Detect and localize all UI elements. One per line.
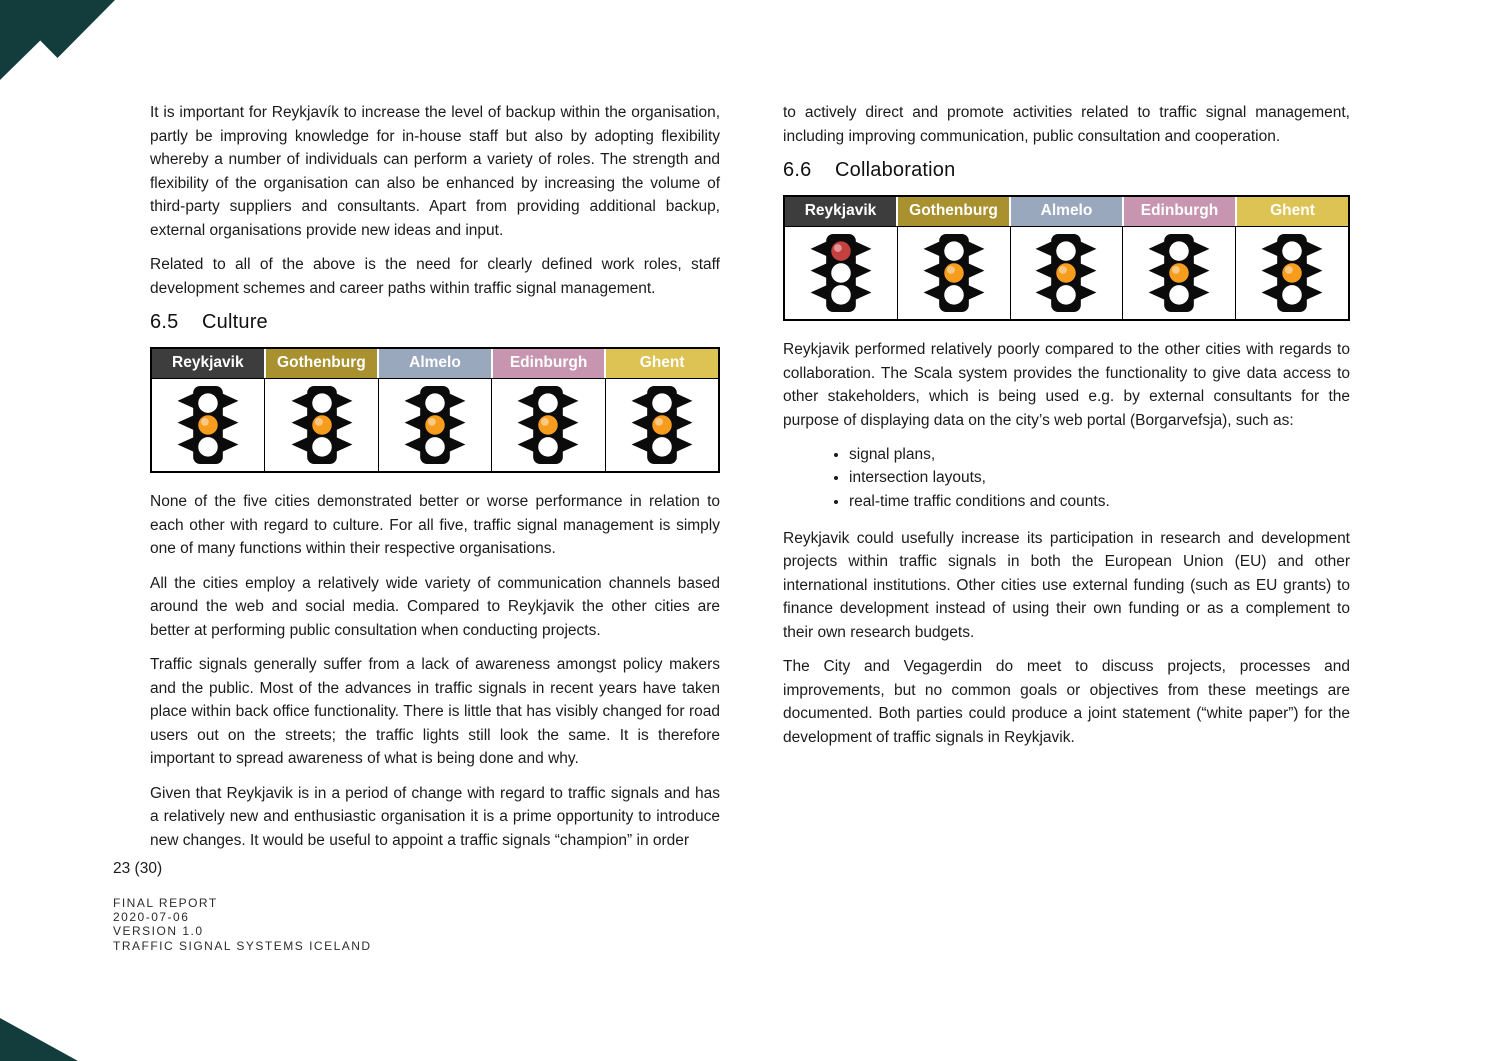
traffic-light-icon [283,383,361,467]
rating-cell [1011,227,1124,319]
rating-cell [379,379,492,471]
corner-decoration-bottom-left [0,1018,78,1061]
table-header-reykjavik: Reykjavik [785,197,896,226]
corner-decoration-top-left [0,0,115,92]
footer-date: 2020-07-06 [113,910,190,925]
rating-cell [785,227,898,319]
section-title: Collaboration [835,159,956,181]
rating-cell [1123,227,1236,319]
traffic-light-icon [1253,231,1331,315]
table-header-almelo: Almelo [1011,197,1122,226]
table-header-reykjavik: Reykjavik [152,349,264,378]
traffic-light-icon [169,383,247,467]
table-header-row [785,197,1348,226]
paragraph-work-roles: Related to all of the above is the need for clearly defined work roles, staff development schemes and career paths within traffic signal management. [150,256,720,297]
paragraph-culture-performance: None of the five cities demonstrated better or worse performance in relation to each other with regard to culture. For all five, traffic signal management is simply one of many functions within their respective organisations. [150,493,720,557]
paragraph-city-vegagerdin: The City and Vegagerdin do meet to discuss projects, processes and improvements, but no common goals or objectives from these meetings are documented. Both parties could produce a joint statement (“white paper”) for the development of traffic signals in Reykjavik. [783,658,1350,746]
right-column [783,101,1350,760]
paragraph-collaboration-performance: Reykjavik performed relatively poorly compared to the other cities with regards to collaboration. The Scala system provides the functionality to give data access to other stakeholders, which is being used e.g. by external consultants for the purpose of displaying data on the city’s web portal (Borgarvefsja), such as: [783,341,1350,429]
list-item: • intersection layouts, [849,466,1350,489]
collaboration-rating-table [783,195,1350,321]
section-heading-culture [150,311,720,334]
table-header-ghent: Ghent [1237,197,1348,226]
page-number: 23 (30) [113,860,163,877]
rating-cell [898,227,1011,319]
footer-metadata [113,896,372,953]
paragraph-champion: Given that Reykjavik is in a period of change with regard to traffic signals and has a relatively new and enthusiastic organisation it is a prime opportunity to introduce new changes. It would be useful to appoint a traffic signals “champion” in order [150,784,720,849]
table-header-ghent: Ghent [606,349,718,378]
table-header-almelo: Almelo [379,349,491,378]
table-header-row [152,349,718,378]
table-header-edinburgh: Edinburgh [493,349,605,378]
traffic-light-icon [802,231,880,315]
table-header-gothenburg: Gothenburg [898,197,1009,226]
section-title: Culture [202,311,268,333]
rating-cell [606,379,718,471]
traffic-light-icon [396,383,474,467]
paragraph-promote-activities: to actively direct and promote activities related to traffic signal management, including improving communication, public consultation and cooperation. [783,104,1350,145]
section-heading-collaboration [783,159,1350,182]
table-header-edinburgh: Edinburgh [1124,197,1235,226]
table-body-row [152,378,718,471]
list-item: • real-time traffic conditions and counts. [849,490,1350,513]
section-number: 6.6 [783,159,812,181]
footer-version: VERSION 1.0 [113,924,204,939]
rating-cell [265,379,378,471]
traffic-light-icon [1140,231,1218,315]
paragraph-backup: It is important for Reykjavík to increase the level of backup within the organisation, partly be improving knowledge for in-house staff but also by adopting flexibility whereby a number of individuals can perform a variety of roles. The strength and flexibility of the organisation can also be enhanced by increasing the volume of third-party suppliers and consultants. Apart from providing additional backup, external organisations provide new ideas and input. [150,104,720,239]
table-body-row [785,226,1348,319]
section-number: 6.5 [150,311,179,333]
paragraph-research-funding: Reykjavik could usefully increase its participation in research and development projects within traffic signals in both the European Union (EU) and other international institutions. Other cities use external funding (such as EU grants) to finance development instead of using their own funding or as a complement to their own research budgets. [783,529,1350,641]
footer-project-title: TRAFFIC SIGNAL SYSTEMS ICELAND [113,938,372,953]
scala-data-list [783,443,1350,513]
list-item: • signal plans, [849,443,1350,466]
rating-cell [152,379,265,471]
rating-cell [1236,227,1348,319]
rating-cell [492,379,605,471]
paragraph-awareness: Traffic signals generally suffer from a lack of awareness amongst policy makers and the public. Most of the advances in traffic signals in recent years have taken place within back office functionality. There is little that has visibly changed for road users out on the streets; the traffic lights still look the same. It is therefore important to spread awareness of what is being done and why. [150,656,720,767]
left-column [150,101,720,863]
traffic-light-icon [623,383,701,467]
footer-report-type: FINAL REPORT [113,896,218,910]
traffic-light-icon [1027,231,1105,315]
traffic-light-icon [509,383,587,467]
paragraph-communication-channels: All the cities employ a relatively wide variety of communication channels based around the web and social media. Compared to Reykjavik the other cities are better at performing public consultation when conducting projects. [150,574,720,639]
traffic-light-icon [915,231,993,315]
culture-rating-table [150,347,720,473]
table-header-gothenburg: Gothenburg [266,349,378,378]
